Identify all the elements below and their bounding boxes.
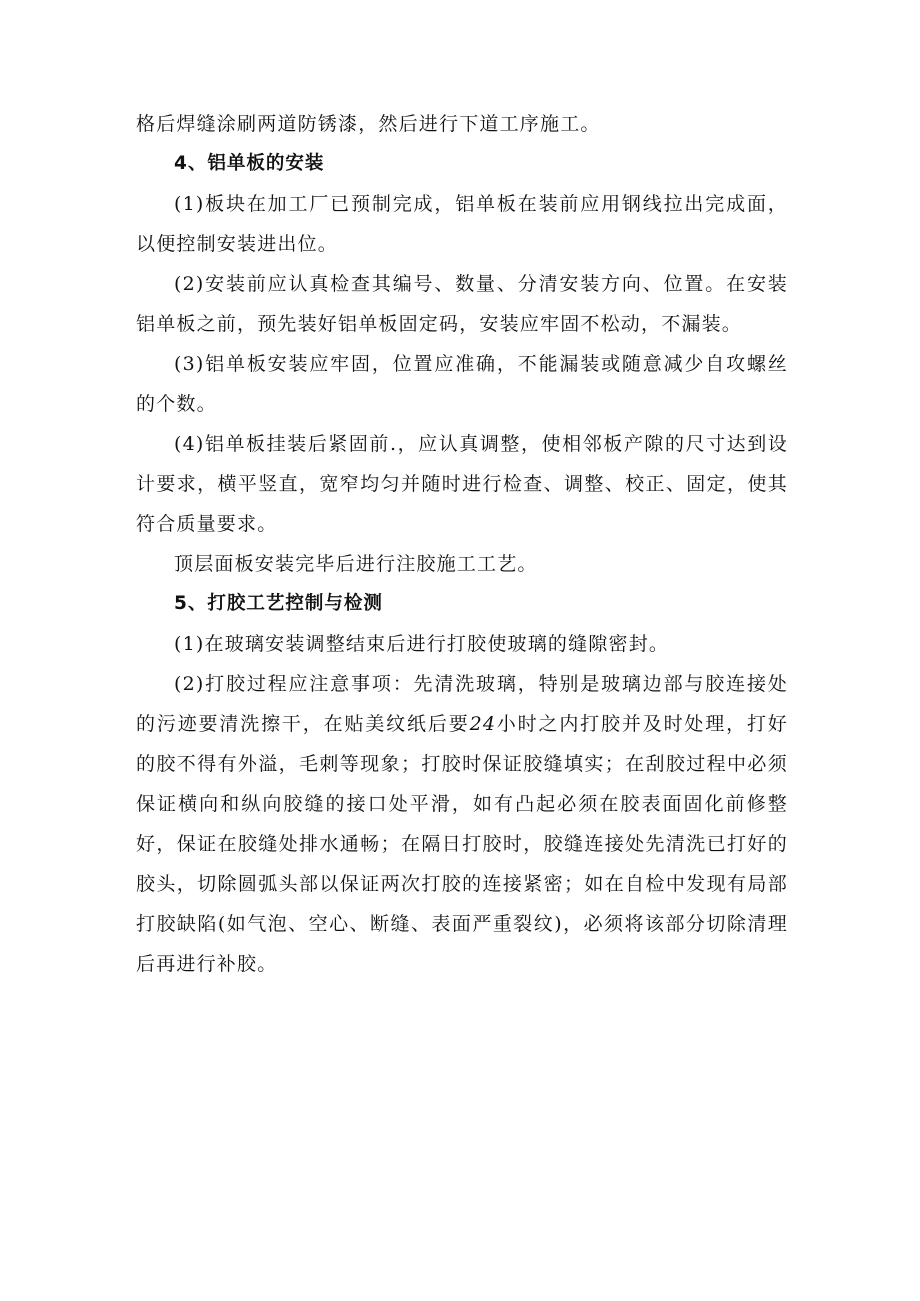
section-5-heading: 5、打胶工艺控制与检测 (174, 593, 383, 614)
section-5-item-2-hours: 24 (469, 713, 497, 735)
paragraph-continuation: 格后焊缝涂刷两道防锈漆，然后进行下道工序施工。 (136, 113, 601, 135)
section-4-item-4: (4)铝单板挂装后紧固前.，应认真调整，使相邻板产隙的尺寸达到设计要求，横平竖直，宽窄均匀并随时进行检查、调整、校正、固定，使其符合质量要求。 (136, 433, 788, 535)
section-4-item-1: (1)板块在加工厂已预制完成，铝单板在装前应用钢线拉出完成面，以便控制安装进出位。 (136, 193, 788, 255)
section-4-item-3: (3)铝单板安装应牢固，位置应准确，不能漏装或随意减少自攻螺丝的个数。 (136, 353, 788, 415)
section-5-item-1: (1)在玻璃安装调整结束后进行打胶使玻璃的缝隙密封。 (174, 633, 670, 655)
section-5-item-2-text-b: 小时之内打胶并及时处理，打好的胶不得有外溢，毛刺等现象；打胶时保证胶缝填实；在刮胶过程中必须保证横向和纵向胶缝的接口处平滑，如有凸起必须在胶表面固化前修整好，保证在胶缝处排水通畅；在隔日打胶时，胶缝连接处先清洗已打好的胶头，切除圆弧头部以保证两次打胶的连接紧密；如在自检中发现有局部打胶缺陷(如气泡、空心、断缝、表面严重裂纹)，必须将该部分切除清理后再进行补胶。 (136, 713, 788, 975)
document-page (136, 104, 788, 984)
section-5-item-2-text-a: (2)打胶过程应注意事项：先清洗玻璃，特别是玻璃边部与胶连接处的污迹要清洗擦干，在贴美纹纸后要 (136, 673, 788, 735)
section-4-heading: 4、铝单板的安装 (174, 153, 325, 174)
section-4-item-2: (2)安装前应认真检查其编号、数量、分清安装方向、位置。在安装铝单板之前，预先装好铝单板固定码，安装应牢固不松动，不漏装。 (136, 273, 788, 335)
section-5-item-2 (136, 664, 788, 984)
section-4-closing: 顶层面板安装完毕后进行注胶施工工艺。 (174, 553, 538, 575)
